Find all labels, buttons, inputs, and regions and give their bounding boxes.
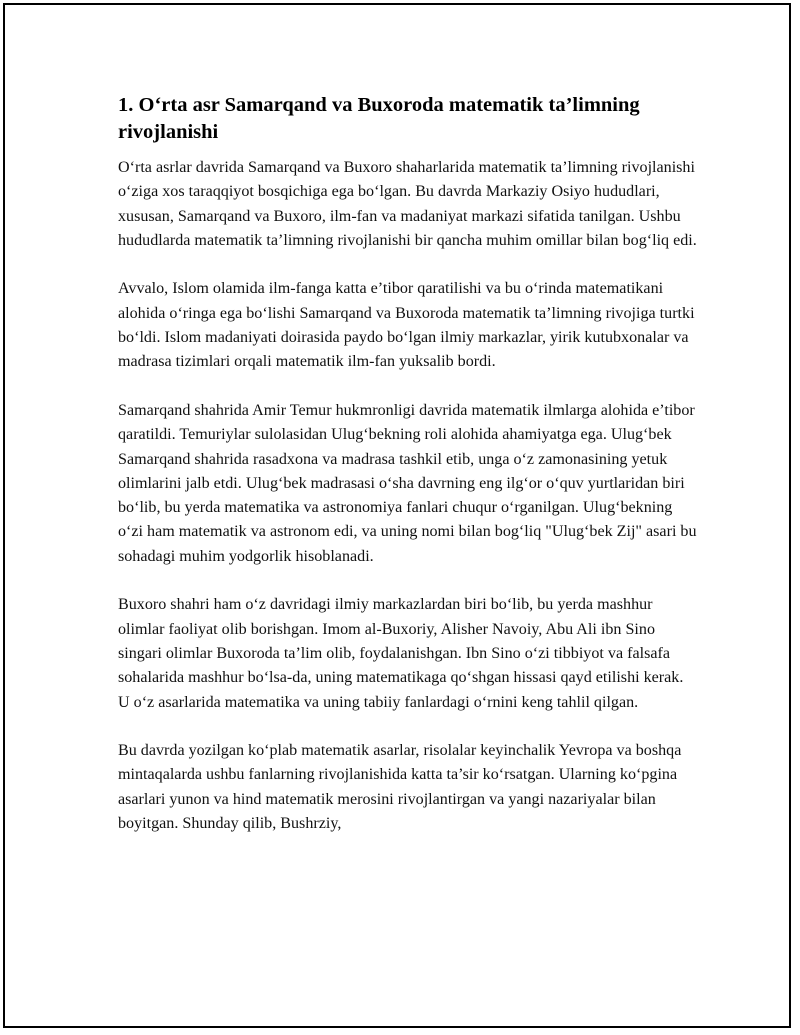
- paragraph-3: Samarqand shahrida Amir Temur hukmronligi davrida matematik ilmlarga alohida e’tibor qaratildi. Temuriylar sulolasidan Ulug‘bekning roli alohida ahamiyatga ega. Ulug‘bek Samarqand shahrida rasadxona va madrasa tashkil etib, unga o‘z zamonasining yetuk olimlarini jalb etdi. Ulug‘bek madrasasi o‘sha davrning eng ilg‘or o‘quv yurtlaridan biri bo‘lib, bu yerda matematika va astronomiya fanlari chuqur o‘rganilgan. Ulug‘bekning o‘zi ham matematik va astronom edi, va uning nomi bilan bog‘liq "Ulug‘bek Zij" asari bu sohadagi muhim yodgorlik hisoblanadi.: [118, 401, 697, 565]
- paragraph-4: Buxoro shahri ham o‘z davridagi ilmiy markazlardan biri bo‘lib, bu yerda mashhur olimlar faoliyat olib borishgan. Imom al-Buxoriy, Alisher Navoiy, Abu Ali ibn Sino singari olimlar Buxoroda ta’lim olib, foydalanishgan. Ibn Sino o‘zi tibbiyot va falsafa sohalarida mashhur bo‘lsa-da, uning matematikaga qo‘shgan hissasi qayd etilishi kerak. U o‘z asarlarida matematika va uning tabiiy fanlardagi o‘rnini keng tahlil qilgan.: [118, 596, 684, 711]
- paragraph-5: Bu davrda yozilgan ko‘plab matematik asarlar, risolalar keyinchalik Yevropa va boshqa mintaqalarda ushbu fanlarning rivojlanishida katta ta’sir ko‘rsatgan. Ularning ko‘pgina asarlari yunon va hind matematik merosini rivojlantirgan va yangi nazariyalar bilan boyitgan. Shunday qilib, Bushrziy,: [118, 742, 682, 833]
- paragraph-2: Avvalo, Islom olamida ilm-fanga katta e’tibor qaratilishi va bu o‘rinda matematikani alohida o‘ringa ega bo‘lishi Samarqand va Buxoroda matematik ta’limning rivojiga turtki bo‘ldi. Islom madaniyati doirasida paydo bo‘lgan ilmiy markazlar, yirik kutubxonalar va madrasa tizimlari orqali matematik ilm-fan yuksalib bordi.: [118, 280, 695, 371]
- section-heading: 1. O‘rta asr Samarqand va Buxoroda matematik ta’limning rivojlanishi: [118, 94, 640, 143]
- paragraph-1: O‘rta asrlar davrida Samarqand va Buxoro shaharlarida matematik ta’limning rivojlanishi o‘ziga xos taraqqiyot bosqichiga ega bo‘lgan. Bu davrda Markaziy Osiyo hududlari, xususan, Samarqand va Buxoro, ilm-fan va madaniyat markazi sifatida tanilgan. Ushbu hududlarda matematik ta’limning rivojlanishi bir qancha muhim omillar bilan bog‘liq edi.: [118, 159, 697, 249]
- document-body: [118, 92, 698, 861]
